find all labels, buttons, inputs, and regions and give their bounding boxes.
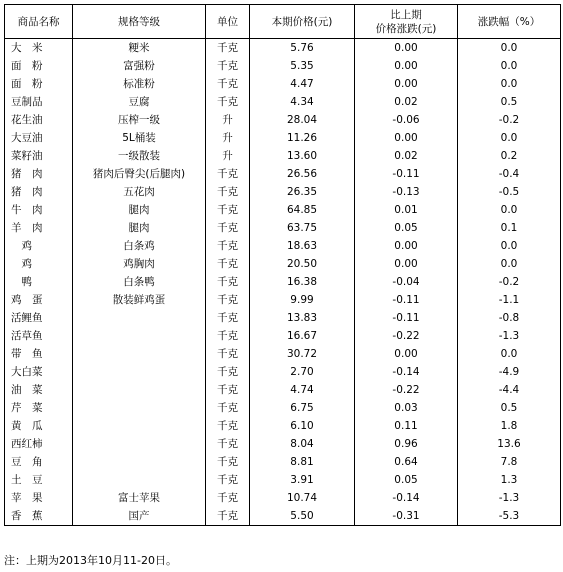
cell-pct: -1.1 (458, 291, 561, 309)
cell-unit: 千克 (206, 75, 250, 93)
cell-unit: 千克 (206, 345, 250, 363)
cell-unit: 千克 (206, 399, 250, 417)
cell-pct: 0.5 (458, 93, 561, 111)
cell-unit: 千克 (206, 255, 250, 273)
cell-spec: 国产 (73, 507, 206, 526)
cell-name: 鸡 蛋 (5, 291, 73, 309)
cell-unit: 千克 (206, 435, 250, 453)
cell-spec (73, 363, 206, 381)
cell-change: -0.11 (355, 309, 458, 327)
cell-price: 4.34 (250, 93, 355, 111)
cell-spec: 粳米 (73, 39, 206, 58)
table-row (5, 399, 561, 417)
cell-change: 0.00 (355, 129, 458, 147)
cell-pct: 0.1 (458, 219, 561, 237)
cell-name: 香 蕉 (5, 507, 73, 526)
cell-change: 0.11 (355, 417, 458, 435)
cell-name: 土 豆 (5, 471, 73, 489)
table-row (5, 489, 561, 507)
cell-change: -0.14 (355, 489, 458, 507)
table-row (5, 363, 561, 381)
table-row (5, 255, 561, 273)
cell-price: 16.67 (250, 327, 355, 345)
cell-unit: 千克 (206, 453, 250, 471)
cell-change: -0.11 (355, 165, 458, 183)
cell-spec (73, 453, 206, 471)
cell-unit: 千克 (206, 291, 250, 309)
cell-change: 0.64 (355, 453, 458, 471)
cell-pct: 0.0 (458, 39, 561, 58)
cell-pct: 0.0 (458, 345, 561, 363)
cell-pct: 0.0 (458, 129, 561, 147)
cell-price: 30.72 (250, 345, 355, 363)
cell-name: 大豆油 (5, 129, 73, 147)
cell-pct: 0.0 (458, 57, 561, 75)
cell-spec: 白条鸭 (73, 273, 206, 291)
cell-pct: 1.8 (458, 417, 561, 435)
cell-spec (73, 417, 206, 435)
cell-change: 0.05 (355, 471, 458, 489)
cell-price: 20.50 (250, 255, 355, 273)
cell-price: 63.75 (250, 219, 355, 237)
header-change (355, 5, 458, 39)
cell-unit: 千克 (206, 417, 250, 435)
table-row (5, 201, 561, 219)
cell-name: 大 米 (5, 39, 73, 58)
cell-pct: 0.0 (458, 75, 561, 93)
table-row (5, 453, 561, 471)
cell-price: 4.74 (250, 381, 355, 399)
cell-spec: 富强粉 (73, 57, 206, 75)
table-row (5, 57, 561, 75)
cell-price: 8.04 (250, 435, 355, 453)
cell-change: 0.03 (355, 399, 458, 417)
table-row (5, 471, 561, 489)
cell-name: 面 粉 (5, 75, 73, 93)
cell-name: 菜籽油 (5, 147, 73, 165)
cell-name: 牛 肉 (5, 201, 73, 219)
cell-change: -0.14 (355, 363, 458, 381)
cell-change: 0.00 (355, 39, 458, 58)
cell-pct: -0.2 (458, 273, 561, 291)
cell-price: 13.83 (250, 309, 355, 327)
cell-pct: -0.5 (458, 183, 561, 201)
table-row (5, 345, 561, 363)
cell-change: 0.00 (355, 237, 458, 255)
cell-pct: 1.3 (458, 471, 561, 489)
header-name: 商品名称 (5, 5, 73, 39)
cell-unit: 千克 (206, 273, 250, 291)
cell-pct: -0.4 (458, 165, 561, 183)
cell-spec (73, 435, 206, 453)
cell-spec: 一级散装 (73, 147, 206, 165)
cell-unit: 升 (206, 111, 250, 129)
cell-spec (73, 345, 206, 363)
header-spec: 规格等级 (73, 5, 206, 39)
cell-name: 芹 菜 (5, 399, 73, 417)
table-row (5, 327, 561, 345)
cell-price: 18.63 (250, 237, 355, 255)
cell-pct: -1.3 (458, 327, 561, 345)
cell-spec: 压榨一级 (73, 111, 206, 129)
table-header-row (5, 5, 561, 39)
cell-spec: 散装鲜鸡蛋 (73, 291, 206, 309)
cell-price: 5.50 (250, 507, 355, 526)
cell-price: 6.10 (250, 417, 355, 435)
cell-price: 5.35 (250, 57, 355, 75)
table-row (5, 183, 561, 201)
cell-change: 0.00 (355, 255, 458, 273)
cell-name: 鸭 (5, 273, 73, 291)
cell-name: 油 菜 (5, 381, 73, 399)
cell-change: -0.22 (355, 381, 458, 399)
cell-pct: -4.4 (458, 381, 561, 399)
cell-change: -0.04 (355, 273, 458, 291)
cell-change: 0.00 (355, 75, 458, 93)
cell-spec: 腿肉 (73, 219, 206, 237)
table-row (5, 309, 561, 327)
cell-name: 带 鱼 (5, 345, 73, 363)
cell-price: 5.76 (250, 39, 355, 58)
table-row (5, 147, 561, 165)
cell-name: 活鲤鱼 (5, 309, 73, 327)
cell-spec: 腿肉 (73, 201, 206, 219)
cell-spec (73, 399, 206, 417)
cell-price: 28.04 (250, 111, 355, 129)
cell-pct: -5.3 (458, 507, 561, 526)
cell-price: 3.91 (250, 471, 355, 489)
cell-unit: 千克 (206, 39, 250, 58)
cell-pct: -0.8 (458, 309, 561, 327)
header-change-line2: 价格涨跌(元) (375, 22, 437, 35)
cell-name: 黄 瓜 (5, 417, 73, 435)
cell-name: 猪 肉 (5, 165, 73, 183)
table-row (5, 237, 561, 255)
cell-pct: 0.0 (458, 237, 561, 255)
cell-unit: 千克 (206, 201, 250, 219)
cell-change: -0.06 (355, 111, 458, 129)
cell-spec: 鸡胸肉 (73, 255, 206, 273)
cell-name: 羊 肉 (5, 219, 73, 237)
cell-price: 64.85 (250, 201, 355, 219)
cell-unit: 千克 (206, 165, 250, 183)
cell-name: 活草鱼 (5, 327, 73, 345)
cell-price: 26.56 (250, 165, 355, 183)
cell-unit: 千克 (206, 471, 250, 489)
footnote: 注：上期为2013年10月11-20日。 (4, 554, 177, 567)
cell-unit: 千克 (206, 93, 250, 111)
cell-pct: -1.3 (458, 489, 561, 507)
cell-unit: 千克 (206, 309, 250, 327)
cell-spec: 豆腐 (73, 93, 206, 111)
cell-name: 面 粉 (5, 57, 73, 75)
cell-spec: 标准粉 (73, 75, 206, 93)
table-row (5, 417, 561, 435)
table-row (5, 129, 561, 147)
cell-unit: 升 (206, 147, 250, 165)
cell-change: 0.05 (355, 219, 458, 237)
table-row (5, 93, 561, 111)
table-row (5, 165, 561, 183)
table-row (5, 435, 561, 453)
cell-name: 花生油 (5, 111, 73, 129)
cell-price: 16.38 (250, 273, 355, 291)
cell-name: 豆制品 (5, 93, 73, 111)
cell-spec (73, 327, 206, 345)
cell-name: 豆 角 (5, 453, 73, 471)
cell-pct: 0.5 (458, 399, 561, 417)
cell-price: 8.81 (250, 453, 355, 471)
cell-spec: 白条鸡 (73, 237, 206, 255)
cell-change: -0.13 (355, 183, 458, 201)
header-price: 本期价格(元) (250, 5, 355, 39)
cell-spec: 5L桶装 (73, 129, 206, 147)
cell-unit: 千克 (206, 219, 250, 237)
cell-pct: -4.9 (458, 363, 561, 381)
table-row (5, 111, 561, 129)
cell-pct: 0.0 (458, 201, 561, 219)
cell-unit: 千克 (206, 183, 250, 201)
cell-change: -0.22 (355, 327, 458, 345)
cell-pct: -0.2 (458, 111, 561, 129)
cell-unit: 千克 (206, 363, 250, 381)
header-change-line1: 比上期 (390, 8, 422, 21)
cell-unit: 千克 (206, 237, 250, 255)
cell-price: 10.74 (250, 489, 355, 507)
cell-name: 鸡 (5, 237, 73, 255)
price-table (4, 4, 561, 526)
cell-change: -0.11 (355, 291, 458, 309)
cell-pct: 0.2 (458, 147, 561, 165)
header-unit: 单位 (206, 5, 250, 39)
cell-spec: 五花肉 (73, 183, 206, 201)
cell-spec (73, 471, 206, 489)
cell-price: 4.47 (250, 75, 355, 93)
cell-name: 鸡 (5, 255, 73, 273)
cell-unit: 千克 (206, 507, 250, 526)
cell-price: 13.60 (250, 147, 355, 165)
header-pct: 涨跌幅（%） (458, 5, 561, 39)
table-row (5, 75, 561, 93)
cell-spec: 富士苹果 (73, 489, 206, 507)
cell-name: 猪 肉 (5, 183, 73, 201)
cell-spec (73, 309, 206, 327)
cell-change: 0.02 (355, 93, 458, 111)
cell-change: 0.01 (355, 201, 458, 219)
cell-name: 大白菜 (5, 363, 73, 381)
cell-change: 0.00 (355, 57, 458, 75)
table-row (5, 273, 561, 291)
cell-unit: 千克 (206, 489, 250, 507)
cell-pct: 7.8 (458, 453, 561, 471)
cell-unit: 千克 (206, 57, 250, 75)
cell-pct: 0.0 (458, 255, 561, 273)
table-row (5, 219, 561, 237)
cell-change: 0.96 (355, 435, 458, 453)
cell-name: 苹 果 (5, 489, 73, 507)
cell-price: 26.35 (250, 183, 355, 201)
cell-pct: 13.6 (458, 435, 561, 453)
cell-change: 0.02 (355, 147, 458, 165)
cell-change: -0.31 (355, 507, 458, 526)
cell-spec (73, 381, 206, 399)
table-row (5, 381, 561, 399)
cell-spec: 猪肉后臀尖(后腿肉) (73, 165, 206, 183)
cell-unit: 升 (206, 129, 250, 147)
cell-price: 11.26 (250, 129, 355, 147)
cell-unit: 千克 (206, 327, 250, 345)
cell-name: 西红柿 (5, 435, 73, 453)
table-row (5, 507, 561, 526)
table-row (5, 39, 561, 58)
cell-unit: 千克 (206, 381, 250, 399)
cell-price: 9.99 (250, 291, 355, 309)
cell-price: 6.75 (250, 399, 355, 417)
table-row (5, 291, 561, 309)
cell-change: 0.00 (355, 345, 458, 363)
cell-price: 2.70 (250, 363, 355, 381)
